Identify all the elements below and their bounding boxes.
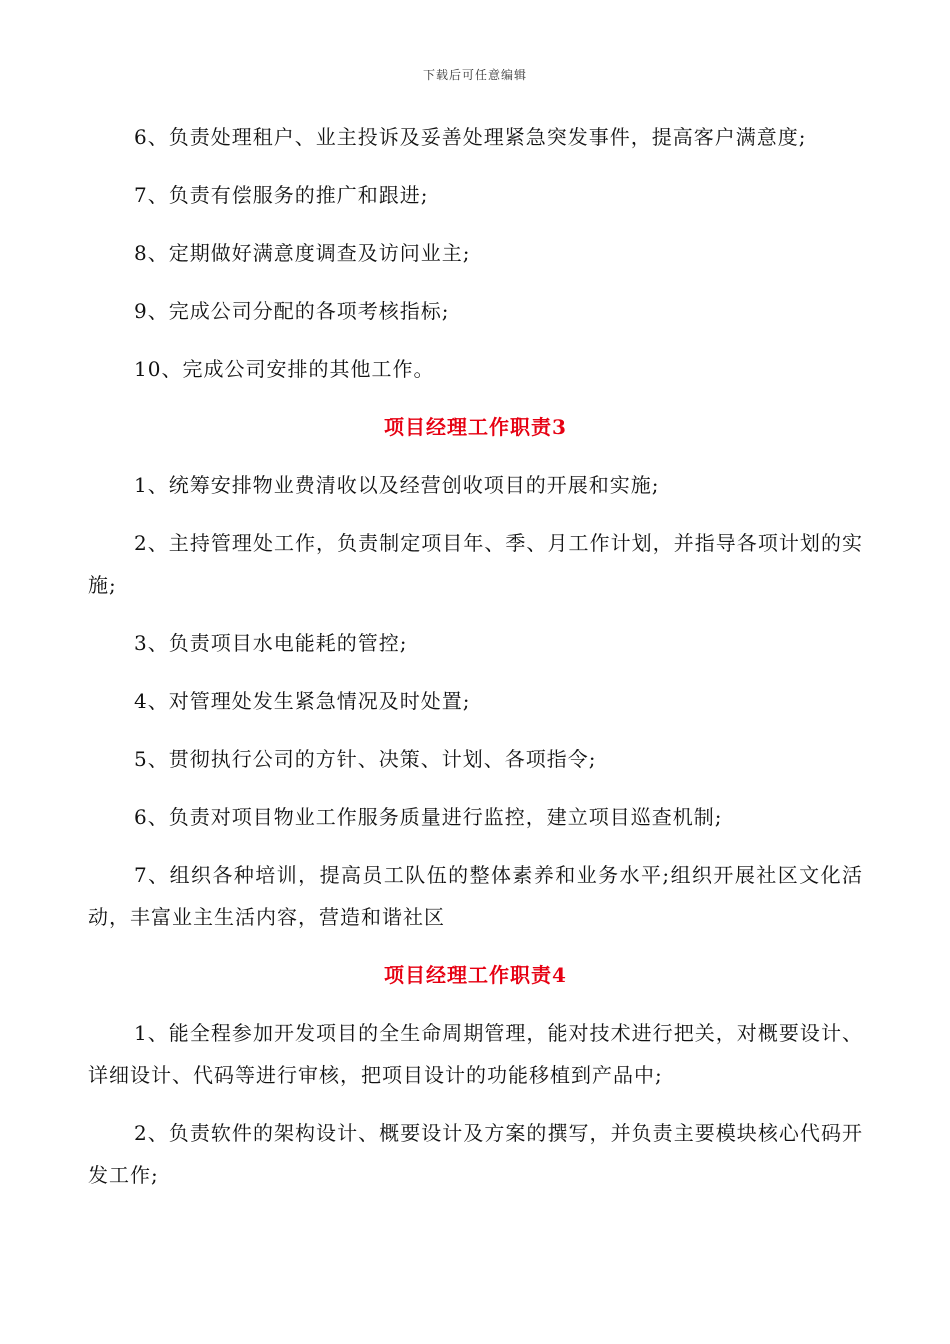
- paragraph: 6、负责对项目物业工作服务质量进行监控，建立项目巡查机制;: [134, 805, 723, 829]
- section-heading: 项目经理工作职责4: [384, 963, 567, 987]
- paragraph: 1、统筹安排物业费清收以及经营创收项目的开展和实施;: [134, 473, 660, 497]
- header-note: 下载后可任意编辑: [422, 68, 527, 82]
- paragraph: 7、组织各种培训，提高员工队伍的整体素养和业务水平;组织开展社区文化活动，丰富业主生活内容，营造和谐社区: [88, 863, 863, 929]
- paragraph: 5、贯彻执行公司的方针、决策、计划、各项指令;: [134, 747, 597, 771]
- paragraph: 6、负责处理租户、业主投诉及妥善处理紧急突发事件，提高客户满意度;: [134, 125, 807, 149]
- paragraph: 7、负责有偿服务的推广和跟进;: [134, 183, 429, 207]
- document-body: [88, 116, 863, 1212]
- paragraph: 3、负责项目水电能耗的管控;: [134, 631, 408, 655]
- paragraph: 8、定期做好满意度调查及访问业主;: [134, 241, 471, 265]
- paragraph: 4、对管理处发生紧急情况及时处置;: [134, 689, 471, 713]
- paragraph: 1、能全程参加开发项目的全生命周期管理，能对技术进行把关，对概要设计、详细设计、代码等进行审核，把项目设计的功能移植到产品中;: [88, 1021, 863, 1087]
- paragraph: 2、负责软件的架构设计、概要设计及方案的撰写，并负责主要模块核心代码开发工作;: [88, 1121, 863, 1187]
- paragraph: 2、主持管理处工作，负责制定项目年、季、月工作计划，并指导各项计划的实施;: [88, 531, 863, 597]
- paragraph: 9、完成公司分配的各项考核指标;: [134, 299, 450, 323]
- section-heading: 项目经理工作职责3: [384, 415, 567, 439]
- paragraph: 10、完成公司安排的其他工作。: [134, 357, 435, 381]
